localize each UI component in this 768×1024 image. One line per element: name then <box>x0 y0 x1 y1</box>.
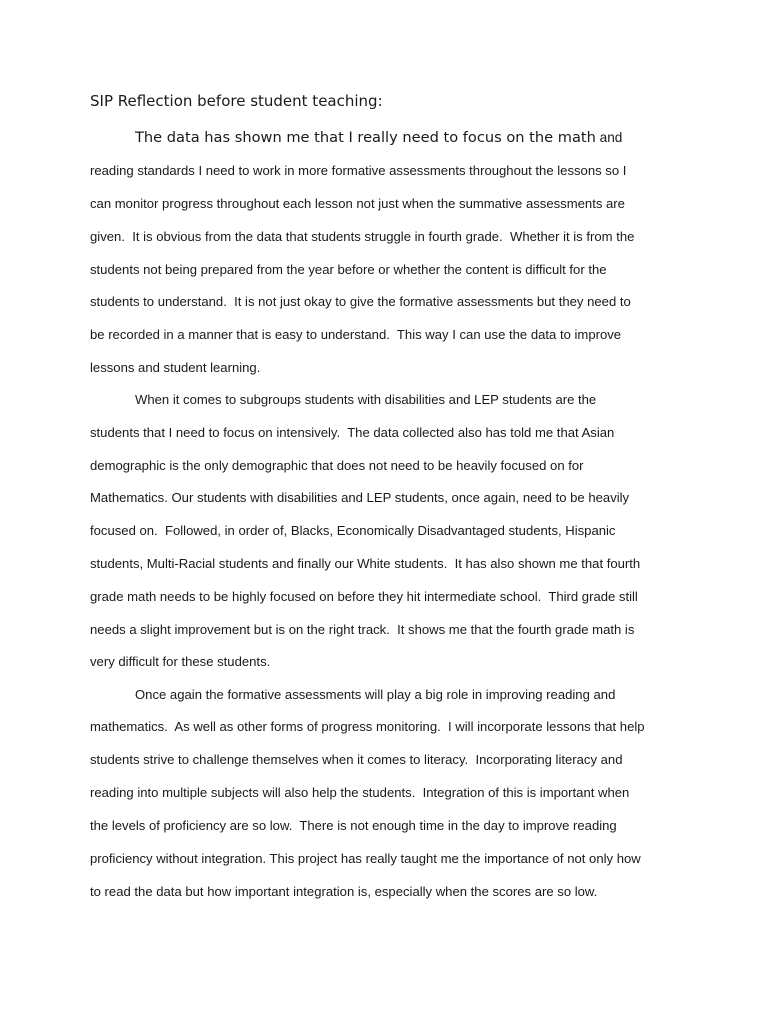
body-line: Mathematics. Our students with disabilities and LEP students, once again, need to be heavily <box>90 490 630 505</box>
body-line: students to understand. It is not just okay to give the formative assessments but they need to <box>90 294 631 309</box>
paragraph-1-first-line <box>135 129 622 147</box>
body-line: needs a slight improvement but is on the right track. It shows me that the fourth grade math is <box>90 622 635 637</box>
body-line: to read the data but how important integration is, especially when the scores are so low. <box>90 884 598 899</box>
body-line: proficiency without integration. This project has really taught me the importance of not only how <box>90 851 641 866</box>
document-heading: SIP Reflection before student teaching: <box>90 92 383 110</box>
body-line: reading into multiple subjects will also help the students. Integration of this is important when <box>90 785 630 800</box>
body-line: When it comes to subgroups students with disabilities and LEP students are the <box>135 392 597 407</box>
body-line: can monitor progress throughout each lesson not just when the summative assessments are <box>90 196 625 211</box>
body-line: given. It is obvious from the data that students struggle in fourth grade. Whether it is from the <box>90 229 635 244</box>
body-line: Once again the formative assessments will play a big role in improving reading and <box>135 687 616 702</box>
body-line: demographic is the only demographic that does not need to be heavily focused on for <box>90 458 584 473</box>
body-line: the levels of proficiency are so low. There is not enough time in the day to improve reading <box>90 818 617 833</box>
body-line: mathematics. As well as other forms of progress monitoring. I will incorporate lessons that help <box>90 719 645 734</box>
first-line-lead: The data has shown me that I really need to focus on the math <box>135 129 596 146</box>
body-line: very difficult for these students. <box>90 654 271 669</box>
body-line: students, Multi-Racial students and finally our White students. It has also shown me that fourth <box>90 556 641 571</box>
body-line: students that I need to focus on intensively. The data collected also has told me that Asian <box>90 425 615 440</box>
body-line: students strive to challenge themselves when it comes to literacy. Incorporating literacy and <box>90 752 623 767</box>
body-line: reading standards I need to work in more formative assessments throughout the lessons so I <box>90 163 627 178</box>
body-line: be recorded in a manner that is easy to understand. This way I can use the data to improve <box>90 327 622 342</box>
body-line: grade math needs to be highly focused on before they hit intermediate school. Third grade still <box>90 589 638 604</box>
first-line-tail: and <box>595 130 623 145</box>
body-line: focused on. Followed, in order of, Blacks, Economically Disadvantaged students, Hispanic <box>90 523 616 538</box>
body-line: lessons and student learning. <box>90 360 261 375</box>
body-line: students not being prepared from the year before or whether the content is difficult for the <box>90 262 607 277</box>
